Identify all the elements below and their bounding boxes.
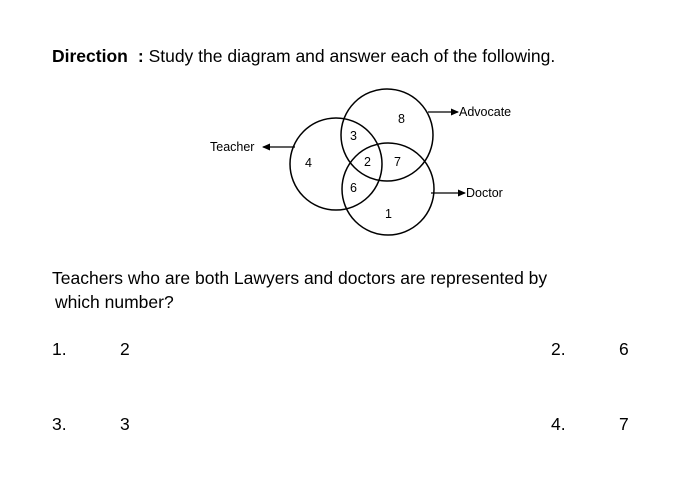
direction-body: Study the diagram and answer each of the following. (148, 46, 556, 66)
question-line-1: Teachers who are both Lawyers and doctors are represented by (52, 268, 548, 288)
option-number: 4. (551, 414, 566, 434)
option-number: 2. (551, 339, 566, 359)
region-teacher-doctor: 6 (350, 181, 357, 195)
option-value: 6 (619, 339, 629, 359)
question-text (52, 266, 652, 314)
region-teacher-advocate: 3 (350, 129, 357, 143)
region-all-three: 2 (364, 155, 371, 169)
option-number: 3. (52, 414, 67, 434)
option-value: 3 (120, 414, 130, 434)
region-teacher-only: 4 (305, 156, 312, 170)
region-doctor-only: 1 (385, 207, 392, 221)
option-number: 1. (52, 339, 67, 359)
direction-colon: : (137, 46, 144, 66)
option-value: 7 (619, 414, 629, 434)
region-advocate-only: 8 (398, 112, 405, 126)
teacher-label: Teacher (210, 140, 255, 154)
doctor-label: Doctor (466, 186, 503, 200)
option-value: 2 (120, 339, 130, 359)
direction-label: Direction (52, 46, 128, 66)
region-advocate-doctor: 7 (394, 155, 401, 169)
advocate-label: Advocate (459, 105, 512, 119)
question-line-2: which number? (55, 292, 174, 312)
